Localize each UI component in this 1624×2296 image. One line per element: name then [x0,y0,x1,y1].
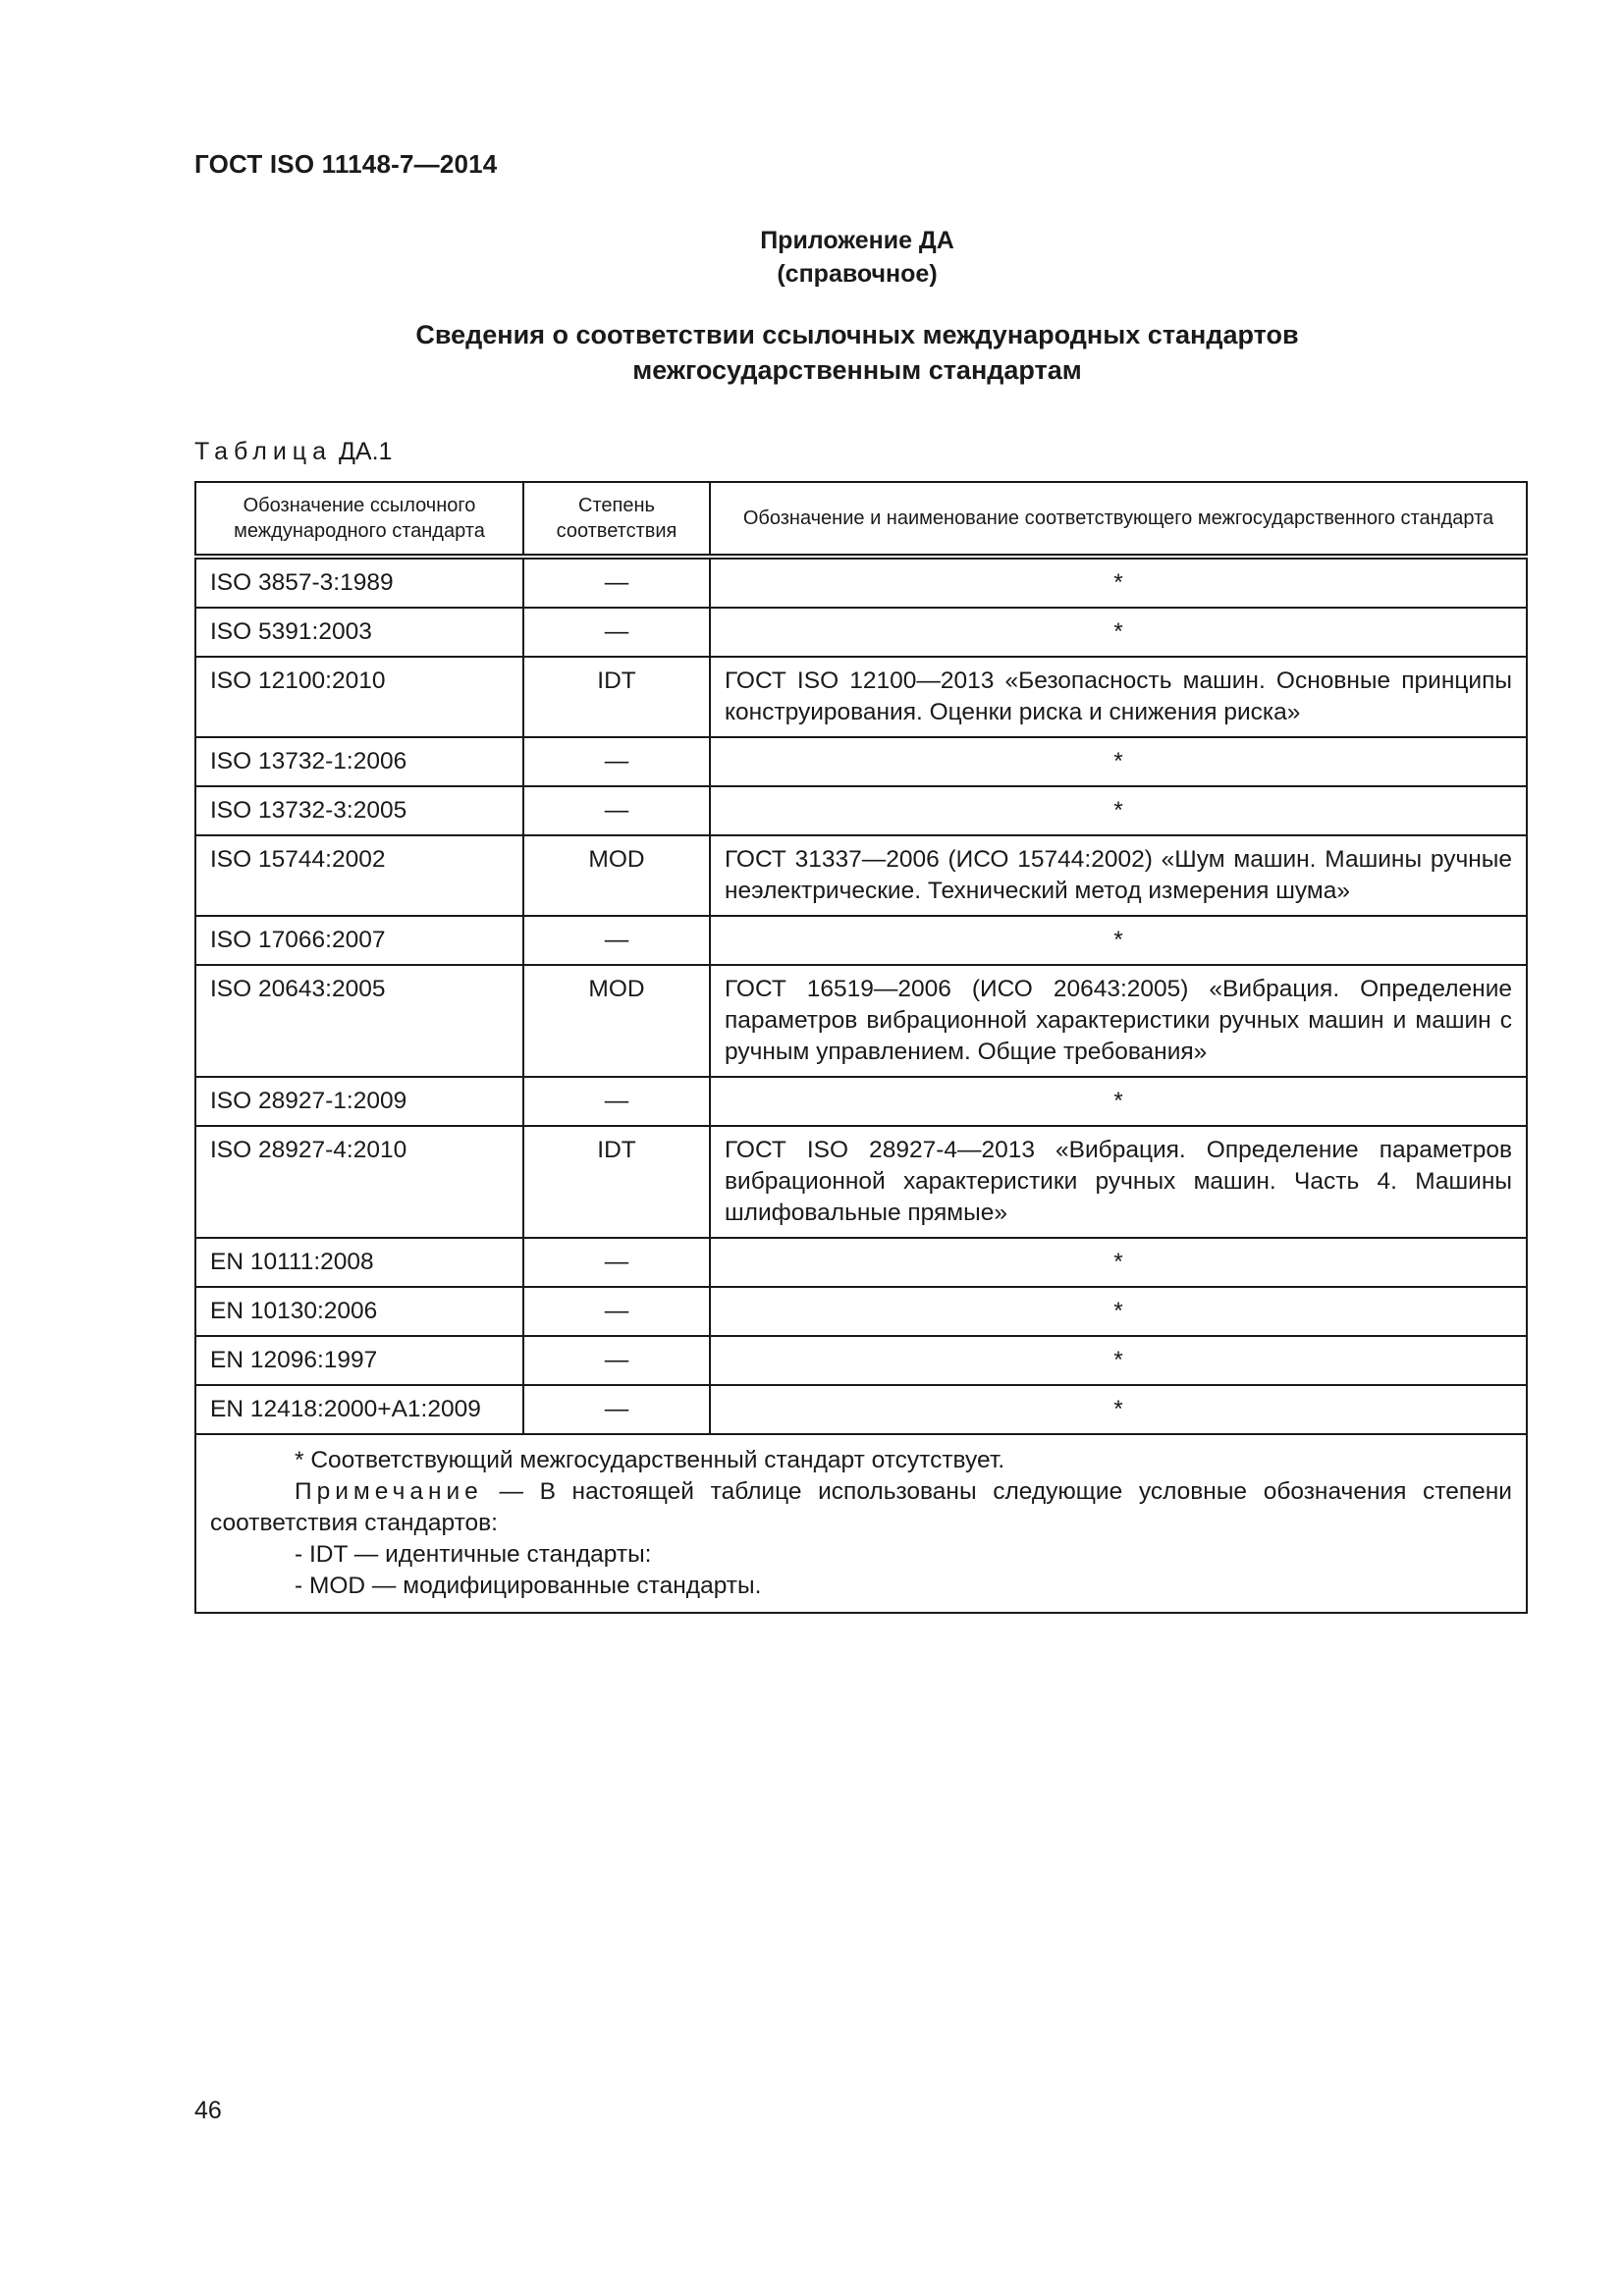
cell-interstate-standard: ГОСТ 31337—2006 (ИСО 15744:2002) «Шум машин. Машины ручные неэлектрические. Технический метод измерения шума» [710,835,1527,916]
table-row [195,786,1527,835]
cell-reference-standard: EN 10111:2008 [195,1238,523,1287]
cell-interstate-standard: * [710,737,1527,786]
header-degree: Степень соответствия [523,482,710,557]
footnote: * Соответствующий межгосударственный стандарт отсутствует. [295,1447,1005,1473]
table-notes-row [195,1434,1527,1613]
table-row [195,737,1527,786]
cell-reference-standard: ISO 28927-4:2010 [195,1126,523,1238]
cell-degree: — [523,1287,710,1336]
cell-interstate-standard: * [710,608,1527,657]
cell-interstate-standard: * [710,1336,1527,1385]
cell-reference-standard: ISO 28927-1:2009 [195,1077,523,1126]
cell-interstate-standard: * [710,916,1527,965]
cell-interstate-standard: * [710,1385,1527,1434]
table-caption-number: ДА.1 [338,438,393,465]
cell-degree: MOD [523,965,710,1077]
appendix-label: Приложение ДА [760,227,954,254]
appendix-title [194,317,1520,388]
cell-degree: — [523,608,710,657]
document-code: ГОСТ ISO 11148-7—2014 [194,149,498,179]
cell-interstate-standard: * [710,786,1527,835]
standards-correspondence-table [194,481,1528,1614]
cell-reference-standard: EN 12418:2000+A1:2009 [195,1385,523,1434]
note-text: — В настоящей таблице использованы следующие условные обозначения степени соответствия стандартов: [210,1478,1512,1536]
cell-interstate-standard: * [710,1077,1527,1126]
cell-degree: IDT [523,1126,710,1238]
cell-degree: — [523,916,710,965]
table-caption-word: Таблица [194,438,333,465]
legend-mod: - MOD — модифицированные стандарты. [295,1573,762,1599]
cell-interstate-standard: ГОСТ ISO 12100—2013 «Безопасность машин. Основные принципы конструирования. Оценки риска и снижения риска» [710,657,1527,737]
cell-degree: IDT [523,657,710,737]
cell-degree: — [523,1385,710,1434]
note-word: Примечание [295,1478,483,1505]
cell-interstate-standard: ГОСТ ISO 28927-4—2013 «Вибрация. Определение параметров вибрационной характеристики ручных машин. Часть 4. Машины шлифовальные прямые» [710,1126,1527,1238]
note [210,1476,1512,1539]
header-interstate-standard: Обозначение и наименование соответствующего межгосударственного стандарта [710,482,1527,557]
table-row [195,1126,1527,1238]
page-number: 46 [194,2097,222,2124]
cell-reference-standard: ISO 20643:2005 [195,965,523,1077]
cell-interstate-standard: * [710,557,1527,608]
cell-reference-standard: ISO 13732-3:2005 [195,786,523,835]
cell-reference-standard: ISO 17066:2007 [195,916,523,965]
table-row [195,1077,1527,1126]
table-row [195,657,1527,737]
table-row [195,557,1527,608]
table-caption [194,438,392,466]
appendix-heading [194,224,1520,291]
cell-degree: — [523,786,710,835]
appendix-kind: (справочное) [777,260,938,288]
cell-reference-standard: ISO 3857-3:1989 [195,557,523,608]
table-row [195,835,1527,916]
cell-degree: MOD [523,835,710,916]
table-row [195,1238,1527,1287]
cell-degree: — [523,1238,710,1287]
cell-interstate-standard: * [710,1238,1527,1287]
table-notes [195,1434,1527,1613]
cell-reference-standard: EN 10130:2006 [195,1287,523,1336]
table-row [195,608,1527,657]
table-row [195,1385,1527,1434]
cell-reference-standard: ISO 5391:2003 [195,608,523,657]
cell-reference-standard: ISO 15744:2002 [195,835,523,916]
header-reference-standard: Обозначение ссылочного международного стандарта [195,482,523,557]
table-row [195,1336,1527,1385]
legend-idt: - IDT — идентичные стандарты: [295,1541,652,1568]
cell-reference-standard: EN 12096:1997 [195,1336,523,1385]
table-header-row [195,482,1527,557]
table-row [195,916,1527,965]
cell-reference-standard: ISO 13732-1:2006 [195,737,523,786]
table-row [195,1287,1527,1336]
appendix-title-line-1: Сведения о соответствии ссылочных международных стандартов [415,320,1299,349]
cell-degree: — [523,1077,710,1126]
cell-interstate-standard: * [710,1287,1527,1336]
cell-interstate-standard: ГОСТ 16519—2006 (ИСО 20643:2005) «Вибрация. Определение параметров вибрационной характеристики ручных машин и машин с ручным управлением. Общие требования» [710,965,1527,1077]
cell-reference-standard: ISO 12100:2010 [195,657,523,737]
table-row [195,965,1527,1077]
appendix-title-line-2: межгосударственным стандартам [632,355,1082,385]
cell-degree: — [523,1336,710,1385]
cell-degree: — [523,557,710,608]
cell-degree: — [523,737,710,786]
